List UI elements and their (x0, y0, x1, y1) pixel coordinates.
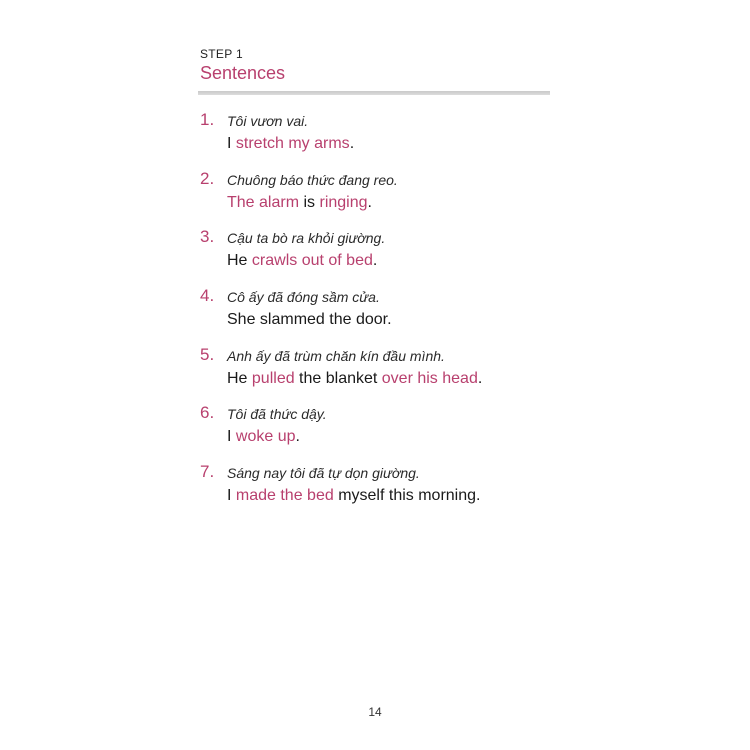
english-sentence (227, 311, 392, 329)
plain-phrase: He (227, 369, 252, 387)
plain-phrase: . (477, 369, 483, 387)
sentence-item (200, 110, 560, 169)
highlighted-phrase: made the bed (235, 487, 334, 505)
sentence-item (200, 345, 560, 404)
item-number: 4. (200, 286, 215, 306)
section-title: Sentences (200, 63, 286, 83)
sentence-item (200, 286, 560, 345)
plain-phrase: is (299, 193, 320, 211)
vietnamese-sentence: Tôi đã thức dậy. (227, 406, 327, 423)
plain-phrase: . (295, 428, 300, 446)
vietnamese-sentence: Tôi vươn vai. (227, 113, 309, 129)
plain-phrase: . (367, 193, 372, 211)
highlighted-phrase: crawls out of bed (251, 252, 373, 270)
vietnamese-sentence: Chuông báo thức đang reo. (227, 171, 398, 188)
plain-phrase: She slammed the door. (227, 311, 392, 329)
vietnamese-sentence: Sáng nay tôi đã tự dọn giường. (227, 465, 420, 482)
sentence-list (200, 110, 560, 521)
english-sentence (227, 428, 300, 446)
item-number: 6. (200, 403, 215, 423)
highlighted-phrase: pulled (251, 369, 295, 387)
step-label: STEP 1 (200, 47, 243, 61)
vietnamese-sentence: Anh ấy đã trùm chăn kín đầu mình. (227, 347, 445, 364)
english-sentence (227, 487, 480, 505)
item-number: 3. (200, 227, 215, 247)
highlighted-phrase: woke up (235, 428, 296, 446)
sentence-item (200, 227, 560, 286)
highlighted-phrase: The alarm (227, 193, 300, 211)
sentence-item (200, 169, 560, 228)
highlighted-phrase: ringing (319, 193, 368, 211)
english-sentence (227, 370, 482, 388)
item-number: 2. (200, 168, 215, 188)
sentence-item (200, 462, 560, 521)
highlighted-phrase: stretch my arms (235, 135, 350, 152)
title-divider (198, 91, 550, 95)
vietnamese-sentence: Cô ấy đã đóng sầm cửa. (227, 289, 380, 306)
plain-phrase: myself this morning. (333, 487, 481, 505)
item-number: 1. (200, 110, 215, 129)
page-number: 14 (368, 705, 382, 719)
plain-phrase: . (349, 135, 355, 152)
plain-phrase: the blanket (294, 369, 382, 387)
english-sentence (227, 252, 377, 270)
english-sentence (227, 135, 354, 153)
plain-phrase: I (227, 135, 236, 152)
highlighted-phrase: over his head (381, 369, 478, 387)
item-number: 7. (200, 462, 215, 482)
vietnamese-sentence: Cậu ta bò ra khỏi giường. (227, 230, 386, 247)
english-sentence (227, 194, 372, 212)
item-number: 5. (200, 344, 215, 364)
plain-phrase: He (227, 252, 252, 270)
plain-phrase: . (372, 252, 378, 270)
plain-phrase: I (227, 428, 236, 446)
sentence-item (200, 403, 560, 462)
plain-phrase: I (227, 487, 236, 505)
